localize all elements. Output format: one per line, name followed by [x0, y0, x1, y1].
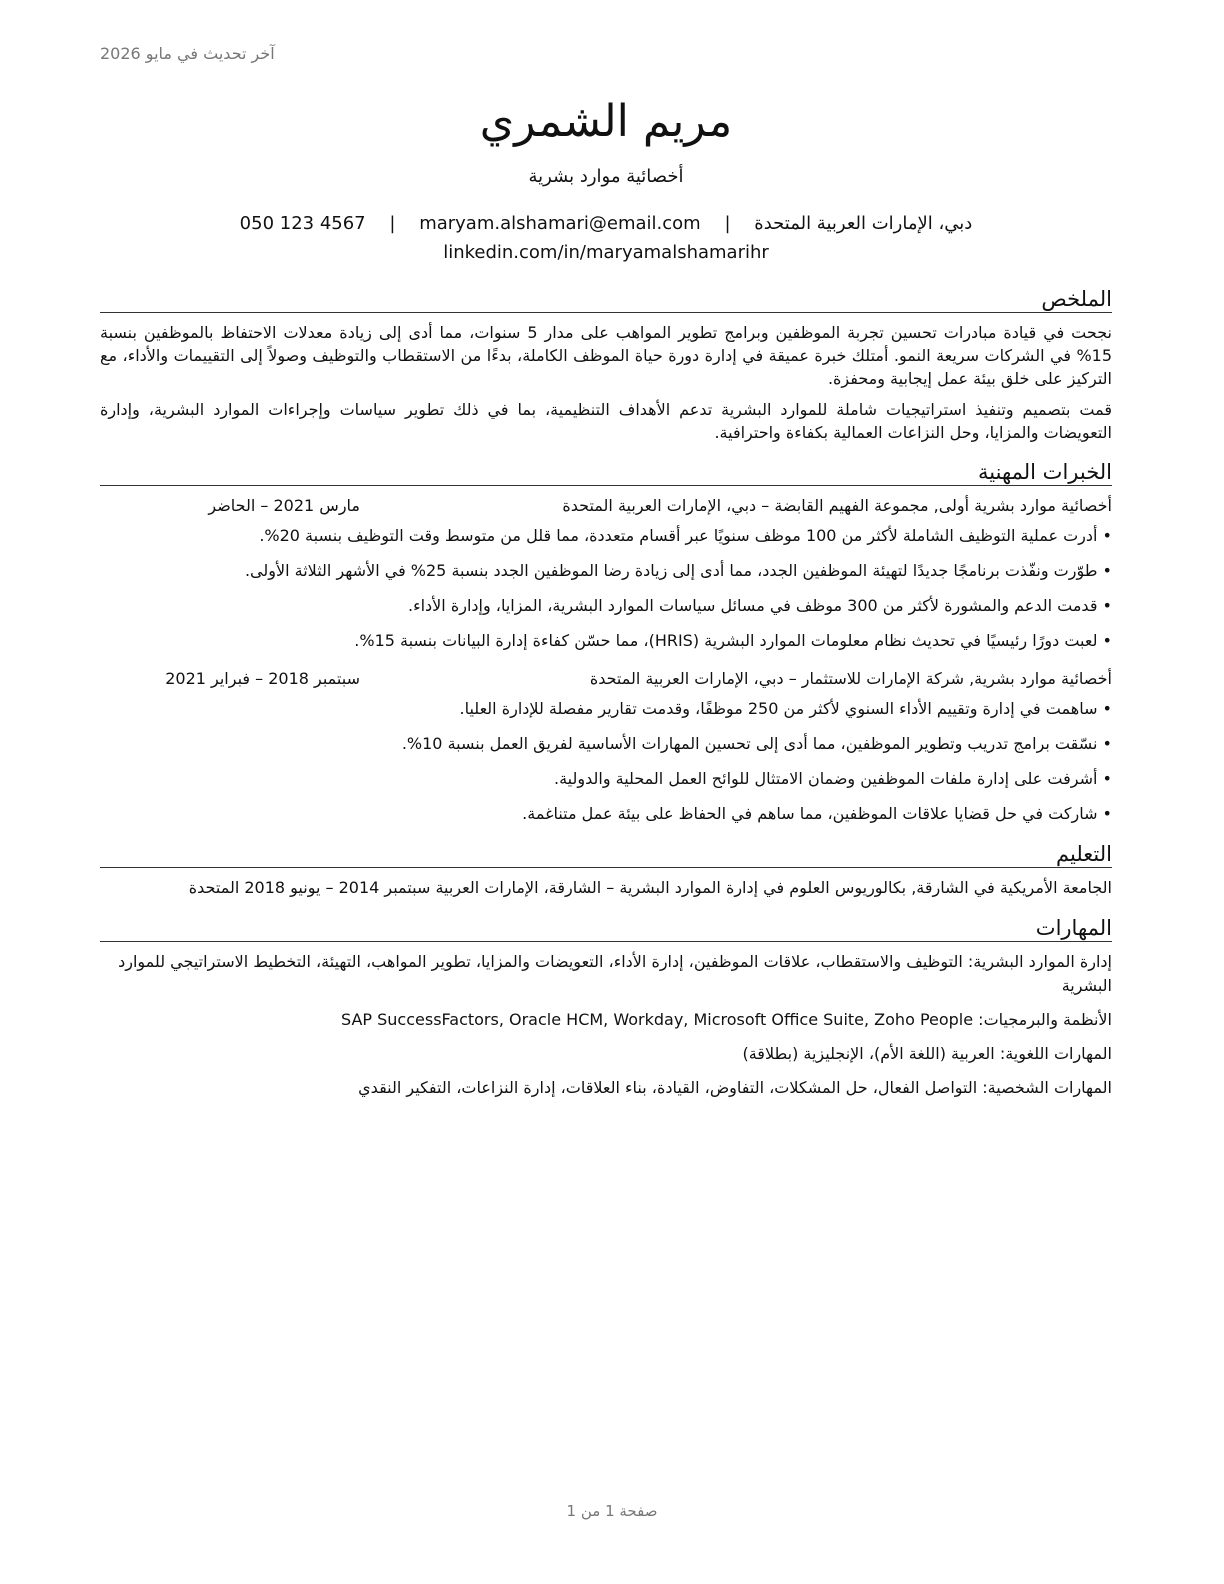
job-role: أخصائية موارد بشرية أولى, مجموعة الفهيم القابضة – دبي، الإمارات العربية المتحدة	[562, 496, 1112, 515]
page-number: صفحة 1 من 1	[566, 1502, 658, 1520]
job-entry	[100, 494, 1112, 653]
summary-paragraph: نجحت في قيادة مبادرات تحسين تجربة الموظفين وبرامج تطوير المواهب على مدار 5 سنوات، مما أدى إلى زيادة معدلات الاحتفاظ بالموظفين بنسبة 15% في الشركات سريعة النمو. أمتلك خبرة عميقة في إدارة دورة حياة الموظف الكاملة، بدءًا من الاستقطاب والتوظيف وصولاً إلى التقييمات والأداء، مع التركيز على خلق بيئة عمل إيجابية ومحفزة.	[100, 323, 1112, 388]
skills-heading: المهارات	[100, 916, 1112, 942]
job-role: أخصائية موارد بشرية, شركة الإمارات للاستثمار – دبي، الإمارات العربية المتحدة	[589, 669, 1112, 688]
skill-line: المهارات اللغوية: العربية (اللغة الأم)، الإنجليزية (بطلاقة)	[742, 1044, 1112, 1063]
location-text: دبي، الإمارات العربية المتحدة	[754, 213, 973, 234]
linkedin-link[interactable]: linkedin.com/in/maryamalshamarihr	[443, 242, 769, 263]
job-entry	[100, 667, 1112, 826]
job-dates: سبتمبر 2018 – فبراير 2021	[165, 669, 360, 688]
skills-list	[100, 950, 1112, 1100]
education-heading: التعليم	[100, 842, 1112, 868]
phone-text: 050 123 4567	[239, 213, 366, 234]
job-dates: مارس 2021 – الحاضر	[208, 496, 360, 515]
job-bullet: • أدرت عملية التوظيف الشاملة لأكثر من 100 موظف سنويًا عبر أقسام متعددة، مما قلل من متوسط وقت التوظيف بنسبة 20%.	[100, 524, 1112, 548]
candidate-title: أخصائية موارد بشرية	[528, 166, 684, 187]
skill-line: إدارة الموارد البشرية: التوظيف والاستقطاب، علاقات الموظفين، إدارة الأداء، التعويضات والمزايا، تطوير المواهب، التهيئة، التخطيط الاستراتيجي للموارد البشرية	[118, 952, 1112, 995]
email-link[interactable]: maryam.alshamari@email.com	[419, 213, 701, 234]
experience-heading: الخبرات المهنية	[100, 460, 1112, 486]
resume-page	[100, 90, 1112, 1110]
job-bullets	[100, 524, 1112, 653]
job-header	[100, 667, 1112, 691]
job-bullet: • شاركت في حل قضايا علاقات الموظفين، مما ساهم في الحفاظ على بيئة عمل متناغمة.	[100, 802, 1112, 826]
education-entry: الجامعة الأمريكية في الشارقة, بكالوريوس العلوم في إدارة الموارد البشرية – الشارقة، الإمارات العربية سبتمبر 2014 – يونيو 2018 المتحدة	[188, 878, 1112, 897]
skill-line: الأنظمة والبرمجيات: SAP SuccessFactors, Oracle HCM, Workday, Microsoft Office Suite, Zoho People	[340, 1010, 1112, 1029]
skill-line: المهارات الشخصية: التواصل الفعال، حل المشكلات، التفاوض، القيادة، بناء العلاقات، إدارة النزاعات، التفكير النقدي	[358, 1078, 1112, 1097]
contact-separator: |	[389, 213, 396, 234]
job-bullets	[100, 697, 1112, 826]
summary-paragraph: قمت بتصميم وتنفيذ استراتيجيات شاملة للموارد البشرية تدعم الأهداف التنظيمية، بما في ذلك تطوير سياسات وإجراءات الموارد البشرية، وإدارة التعويضات والمزايا، وحل النزاعات العمالية بكفاءة واحترافية.	[100, 400, 1112, 442]
job-bullet: • أشرفت على إدارة ملفات الموظفين وضمان الامتثال للوائح العمل المحلية والدولية.	[100, 767, 1112, 791]
job-bullet: • لعبت دورًا رئيسيًا في تحديث نظام معلومات الموارد البشرية (HRIS)، مما حسّن كفاءة إدارة البيانات بنسبة 15%.	[100, 629, 1112, 653]
job-bullet: • ساهمت في إدارة وتقييم الأداء السنوي لأكثر من 250 موظفًا، وقدمت تقارير مفصلة للإدارة العليا.	[100, 697, 1112, 721]
job-bullet: • طوّرت ونفّذت برنامجًا جديدًا لتهيئة الموظفين الجدد، مما أدى إلى زيادة رضا الموظفين الجدد بنسبة 25% في الأشهر الثلاثة الأولى.	[100, 559, 1112, 583]
job-bullet: • نسّقت برامج تدريب وتطوير الموظفين، مما أدى إلى تحسين المهارات الأساسية لفريق العمل بنسبة 10%.	[100, 732, 1112, 756]
job-bullet: • قدمت الدعم والمشورة لأكثر من 300 موظف في مسائل سياسات الموارد البشرية، المزايا، وإدارة الأداء.	[100, 594, 1112, 618]
contact-line	[100, 213, 1112, 234]
contact-separator: |	[724, 213, 731, 234]
last-updated-note: آخر تحديث في مايو 2026	[100, 44, 275, 63]
candidate-name: مريم الشمري	[479, 96, 733, 147]
summary-heading: الملخص	[100, 287, 1112, 313]
job-header	[100, 494, 1112, 518]
